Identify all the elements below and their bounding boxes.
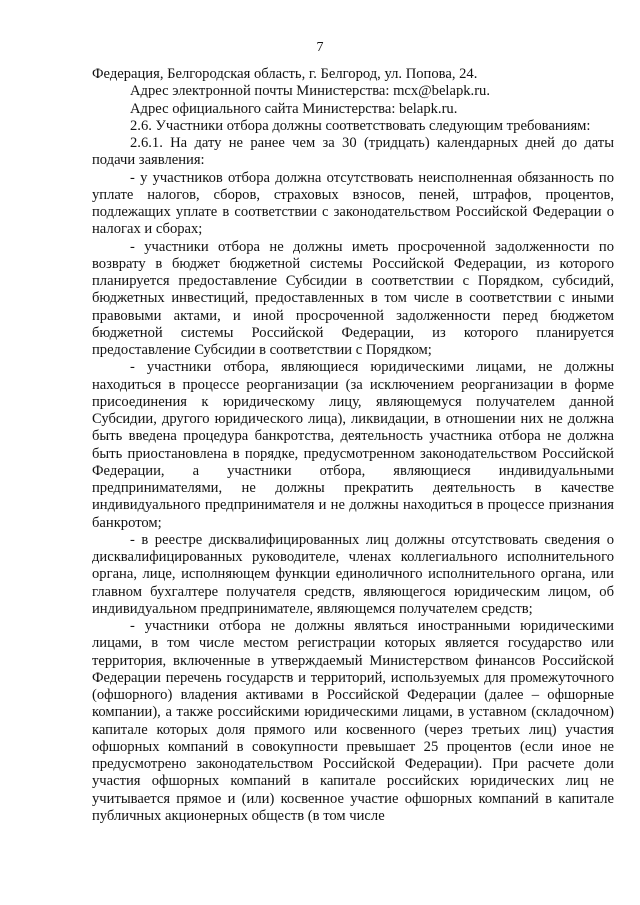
document-body (92, 66, 614, 825)
paragraph-email: Адрес электронной почты Министерства: mcx@belapk.ru. (130, 83, 490, 100)
paragraph-offshore: - участники отбора не должны являться иностранными юридическими лицами, в том числе местом регистрации которых является государство или территория, включенные в утверждаемый Министерством финансов Российской Федерации перечень государств и территорий, используемых для промежуточного (офшорного) владения активами в Российской Федерации (далее – офшорные компании), а также российскими юридическими лицами, в уставном (складочном) капитале которых доля прямого или косвенного (через третьих лиц) участия офшорных компаний в совокупности превышает 25 процентов (если иное не предусмотрено законодательством Российской Федерации). При расчете доли участия офшорных компаний в капитале российских юридических лиц не учитывается прямое и (или) косвенное участие офшорных компаний в капитале публичных акционерных обществ (в том числе (92, 618, 614, 824)
paragraph-website: Адрес официального сайта Министерства: belapk.ru. (130, 100, 458, 117)
paragraph-taxes: - у участников отбора должна отсутствовать неисполненная обязанность по уплате налогов, сборов, страховых взносов, пеней, штрафов, процентов, подлежащих уплате в соответствии с законодательством Российской Федерации о налогах и сборах; (92, 169, 614, 238)
page-number: 7 (316, 40, 324, 55)
paragraph-reorganization: - участники отбора, являющиеся юридическими лицами, не должны находиться в процессе реорганизации (за исключением реорганизации в форме присоединения к юридическому лицу, являющемуся получателем данной Субсидии, другого юридического лица), ликвидации, в отношении них не должна быть введена процедура банкротства, деятельность участника отбора не должна быть приостановлена в порядке, предусмотренном законодательством Российской Федерации, а участники отбора, являющиеся индивидуальными предпринимателями, не должны прекратить деятельность в качестве индивидуального предпринимателя и не должны находиться в процессе признания банкротом; (92, 359, 614, 531)
paragraph-budget-debt: - участники отбора не должны иметь просроченной задолженности по возврату в бюджет бюджетной системы Российской Федерации, из которого планируется предоставление Субсидии в соответствии с Порядком, субсидий, бюджетных инвестиций, предоставленных в том числе в соответствии с иными правовыми актами, и иной просроченной задолженности перед бюджетом бюджетной системы Российской Федерации, из которого планируется предоставление Субсидии в соответствии с Порядком; (92, 238, 614, 358)
paragraph-section-2-6: 2.6. Участники отбора должны соответствовать следующим требованиям: (130, 117, 591, 134)
paragraph-disqualified: - в реестре дисквалифицированных лиц должны отсутствовать сведения о дисквалифицированных руководителе, членах коллегиального исполнительного органа, лице, исполняющем функции единоличного исполнительного органа, или главном бухгалтере получателя средств, являющегося юридическим лицом, об индивидуальном предпринимателе, являющемся получателем средств; (92, 531, 614, 617)
paragraph-address-continuation: Федерация, Белгородская область, г. Белгород, ул. Попова, 24. (92, 66, 478, 82)
paragraph-section-2-6-1: 2.6.1. На дату не ранее чем за 30 (тридцать) календарных дней до даты подачи заявления: (92, 135, 614, 169)
